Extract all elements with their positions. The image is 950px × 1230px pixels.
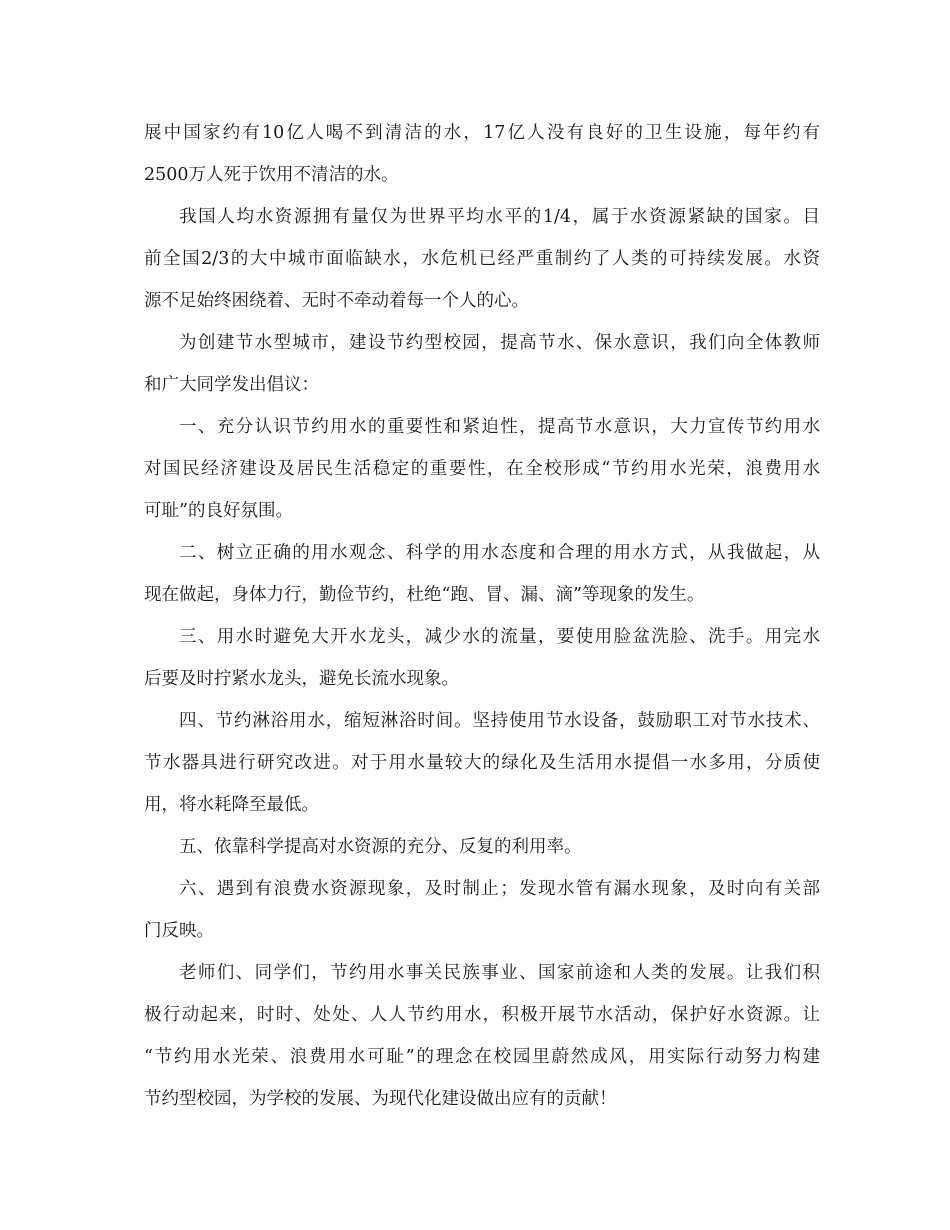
- paragraph-line: [144, 1036, 820, 1078]
- paragraph-line: [144, 952, 820, 994]
- paragraph-line: [144, 532, 820, 574]
- line-text: 可耻”的良好氛围。: [144, 501, 293, 521]
- line-text: 二、树立正确的用水观念、科学的用水态度和合理的用水方式，从我做起，从: [179, 543, 820, 563]
- line-text: 展中国家约有10亿人喝不到清洁的水，17亿人没有良好的卫生设施，每年约有: [144, 123, 820, 143]
- paragraph-line: [144, 574, 820, 616]
- line-text: 三、用水时避免大开水龙头，减少水的流量，要使用脸盆洗脸、洗手。用完水: [179, 627, 820, 647]
- line-text: 为创建节水型城市，建设节约型校园，提高节水、保水意识，我们向全体教师: [179, 333, 820, 353]
- paragraph-line: [144, 616, 820, 658]
- paragraph-line: [144, 658, 820, 700]
- line-text: 对国民经济建设及居民生活稳定的重要性，在全校形成“节约用水光荣，浪费用水: [144, 459, 820, 479]
- paragraph-line: [144, 1078, 820, 1120]
- line-text: 前全国2/3的大中城市面临缺水，水危机已经严重制约了人类的可持续发展。水资: [144, 249, 820, 269]
- line-text: “节约用水光荣、浪费用水可耻”的理念在校园里蔚然成风，用实际行动努力构建: [144, 1047, 820, 1067]
- paragraph-line: [144, 448, 820, 490]
- line-text: 极行动起来，时时、处处、人人节约用水，积极开展节水活动，保护好水资源。让: [144, 1005, 820, 1025]
- paragraph-line: [144, 238, 820, 280]
- line-text: 节水器具进行研究改进。对于用水量较大的绿化及生活用水提倡一水多用，分质使: [144, 753, 820, 773]
- line-text: 用，将水耗降至最低。: [144, 795, 319, 815]
- line-text: 门反映。: [144, 921, 214, 941]
- paragraph-line: [144, 826, 820, 868]
- line-text: 六、遇到有浪费水资源现象，及时制止；发现水管有漏水现象，及时向有关部: [179, 879, 820, 899]
- paragraph-line: [144, 280, 820, 322]
- line-text: 源不足始终困绕着、无时不牵动着每一个人的心。: [144, 291, 529, 311]
- paragraph-line: [144, 868, 820, 910]
- paragraph-line: [144, 490, 820, 532]
- line-text: 和广大同学发出倡议：: [144, 375, 319, 395]
- paragraph-line: [144, 364, 820, 406]
- paragraph-line: [144, 700, 820, 742]
- line-text: 后要及时拧紧水龙头，避免长流水现象。: [144, 669, 459, 689]
- paragraph-line: [144, 742, 820, 784]
- paragraph-line: [144, 784, 820, 826]
- line-text: 老师们、同学们，节约用水事关民族事业、国家前途和人类的发展。让我们积: [179, 963, 820, 983]
- line-text: 2500万人死于饮用不清洁的水。: [144, 165, 399, 185]
- line-text: 四、节约淋浴用水，缩短淋浴时间。坚持使用节水设备，鼓励职工对节水技术、: [179, 711, 820, 731]
- paragraph-line: [144, 112, 820, 154]
- paragraph-line: [144, 406, 820, 448]
- paragraph-line: [144, 196, 820, 238]
- document-body: [144, 112, 820, 1120]
- paragraph-line: [144, 910, 820, 952]
- paragraph-line: [144, 322, 820, 364]
- line-text: 我国人均水资源拥有量仅为世界平均水平的1/4，属于水资源紧缺的国家。目: [179, 207, 820, 227]
- paragraph-line: [144, 994, 820, 1036]
- line-text: 一、充分认识节约用水的重要性和紧迫性，提高节水意识，大力宣传节约用水: [179, 417, 820, 437]
- paragraph-line: [144, 154, 820, 196]
- line-text: 节约型校园，为学校的发展、为现代化建设做出应有的贡献！: [144, 1089, 617, 1109]
- line-text: 五、依靠科学提高对水资源的充分、反复的利用率。: [179, 837, 582, 857]
- line-text: 现在做起，身体力行，勤俭节约，杜绝“跑、冒、漏、滴”等现象的发生。: [144, 585, 705, 605]
